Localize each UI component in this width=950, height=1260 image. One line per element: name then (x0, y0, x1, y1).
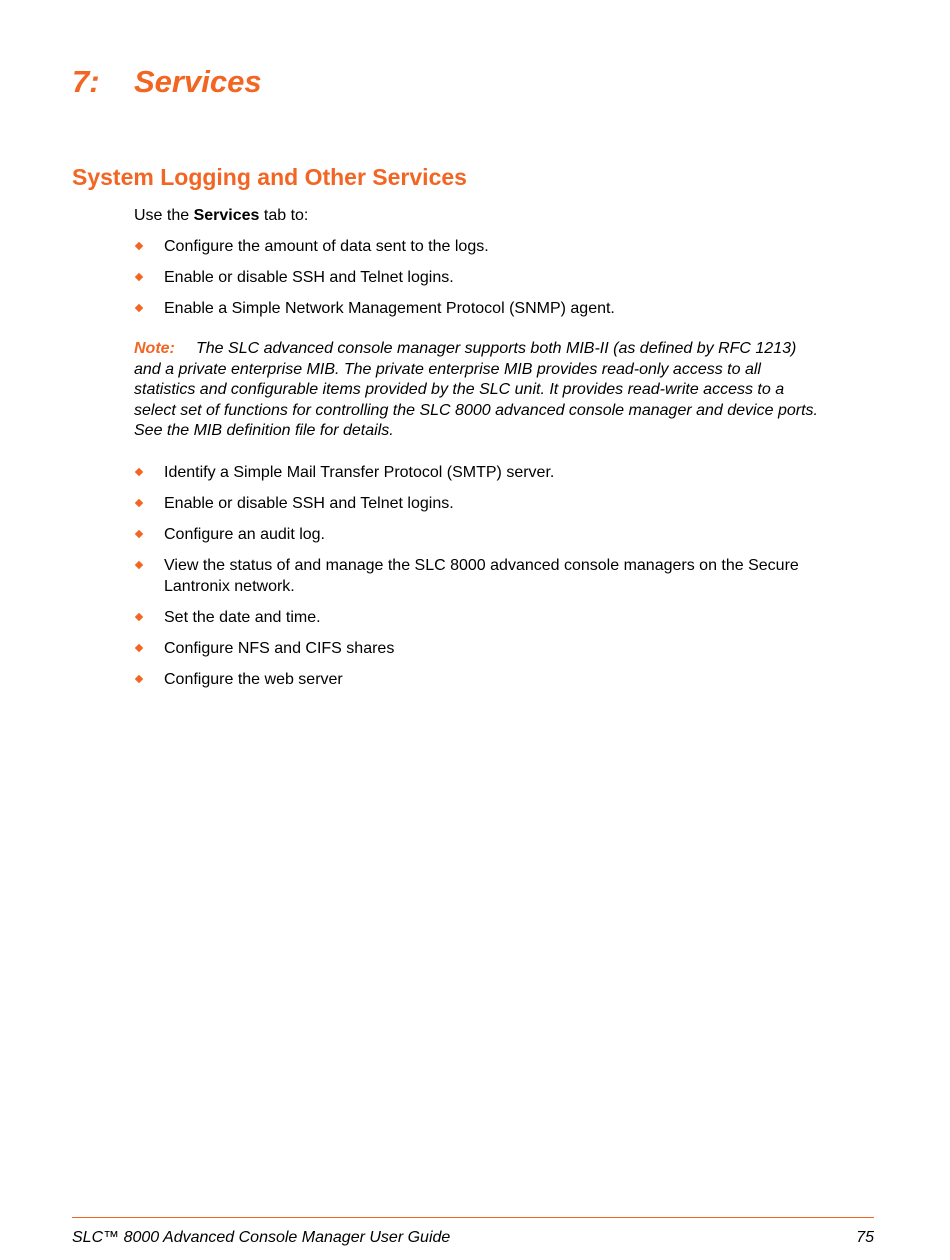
diamond-bullet-icon (135, 644, 143, 652)
list-item (134, 669, 854, 690)
list-item-text: Configure an audit log. (164, 526, 325, 543)
list-item-text: Configure the web server (164, 671, 343, 688)
section-title: System Logging and Other Services (72, 164, 467, 190)
intro-suffix: tab to: (259, 207, 309, 224)
list-item-text: Enable or disable SSH and Telnet logins. (164, 495, 454, 512)
diamond-bullet-icon (135, 304, 143, 312)
list-item-text: Enable a Simple Network Management Protocol (SNMP) agent. (164, 300, 615, 317)
footer-page-number: 75 (856, 1229, 874, 1246)
intro-paragraph (134, 205, 308, 226)
chapter-name: Services (134, 64, 262, 99)
diamond-bullet-icon (135, 468, 143, 476)
list-item (134, 524, 854, 545)
list-item (134, 236, 854, 257)
diamond-bullet-icon (135, 675, 143, 683)
note-text: The SLC advanced console manager supports both MIB-II (as defined by RFC 1213) and a private enterprise MIB. The private enterprise MIB provides read-only access to all statistics and configurable items provided by the SLC unit. It provides read-write access to a select set of functions for controlling the SLC 8000 advanced console manager and device ports. See the MIB definition file for details. (134, 340, 818, 439)
bullet-list-1 (134, 236, 854, 329)
intro-bold-services: Services (193, 207, 260, 224)
chapter-number: 7: (72, 64, 100, 99)
diamond-bullet-icon (135, 613, 143, 621)
intro-prefix: Use the (134, 207, 194, 224)
list-item (134, 638, 854, 659)
bullet-list-2 (134, 462, 854, 700)
list-item-text: View the status of and manage the SLC 8000 advanced console managers on the Secure Lantronix network. (164, 557, 799, 595)
note-block (134, 339, 824, 442)
list-item (134, 555, 854, 597)
footer-document-title: SLC™ 8000 Advanced Console Manager User Guide (72, 1229, 451, 1246)
diamond-bullet-icon (135, 273, 143, 281)
footer-divider (72, 1217, 874, 1218)
list-item (134, 462, 854, 483)
list-item (134, 267, 854, 288)
list-item-text: Enable or disable SSH and Telnet logins. (164, 269, 454, 286)
diamond-bullet-icon (135, 530, 143, 538)
diamond-bullet-icon (135, 242, 143, 250)
diamond-bullet-icon (135, 561, 143, 569)
list-item-text: Set the date and time. (164, 609, 321, 626)
list-item (134, 298, 854, 319)
note-label: Note: (134, 340, 175, 357)
chapter-title (72, 64, 262, 100)
list-item (134, 607, 854, 628)
diamond-bullet-icon (135, 499, 143, 507)
list-item (134, 493, 854, 514)
list-item-text: Identify a Simple Mail Transfer Protocol (SMTP) server. (164, 464, 555, 481)
list-item-text: Configure the amount of data sent to the logs. (164, 238, 489, 255)
list-item-text: Configure NFS and CIFS shares (164, 640, 395, 657)
